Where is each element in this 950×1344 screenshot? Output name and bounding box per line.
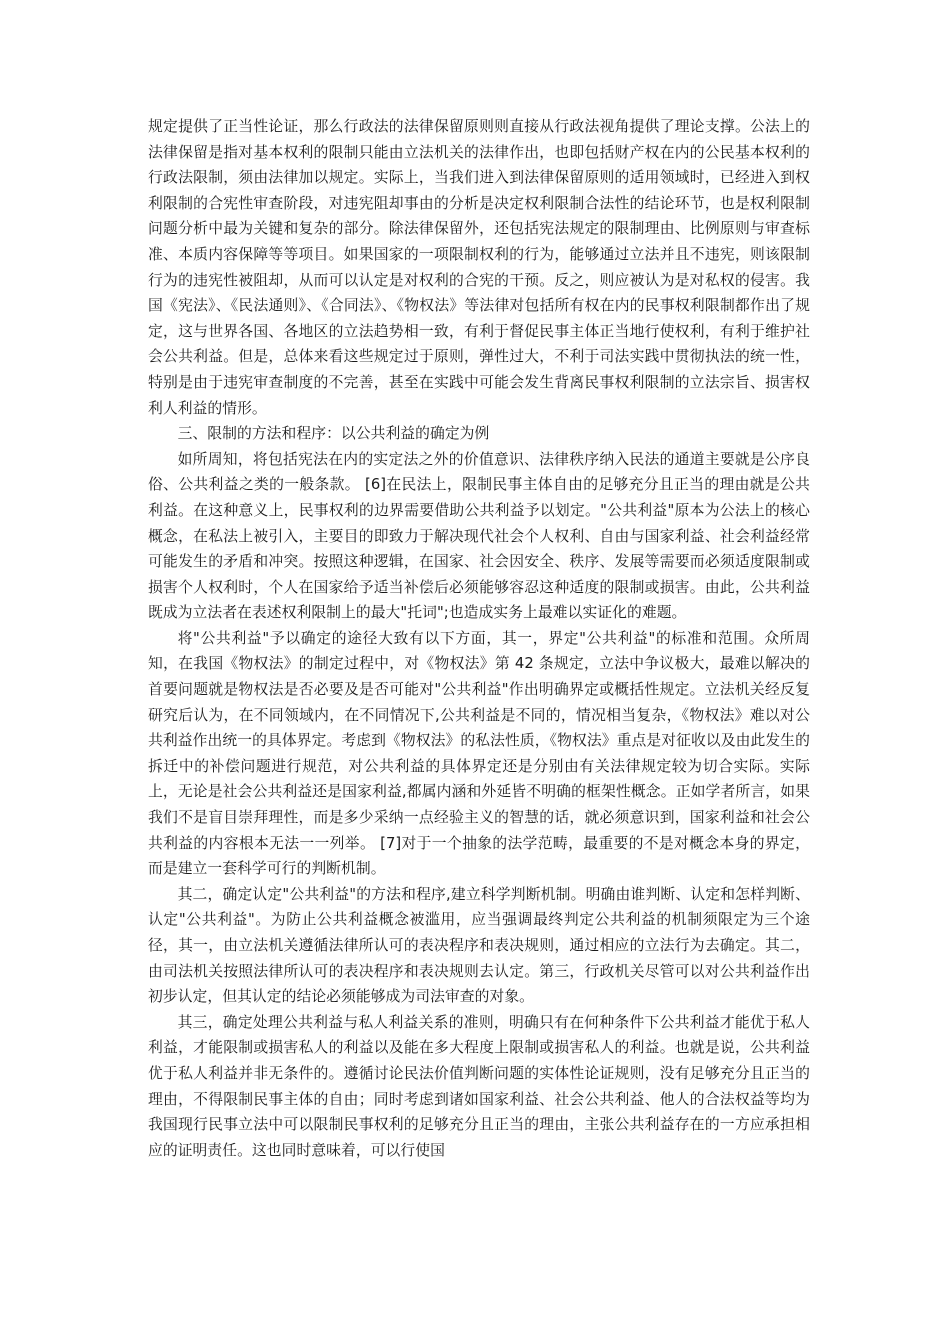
body-paragraph: 其三，确定处理公共利益与私人利益关系的准则，明确只有在何种条件下公共利益才能优于私人利益，才能限制或损害私人的利益以及能在多大程度上限制或损害私人的利益。也就是说，公共利益优于私人利益并非无条件的。遵循讨论民法价值判断问题的实体性论证规则，没有足够充分且正当的理由，不得限制民事主体的自由；同时考虑到诸如国家利益、社会公共利益、他人的合法权益等均为我国现行民事立法中可以限制民事权利的足够充分且正当的理由，主张公共利益存在的一方应承担相应的证明责任。这也同时意味着，可以行使国 — [148, 1013, 810, 1159]
section-heading: 三、限制的方法和程序：以公共利益的确定为例 — [177, 425, 490, 443]
body-paragraph: 其二，确定认定"公共利益"的方法和程序,建立科学判断机制。明确由谁判断、认定和怎样判断、认定"公共利益"。为防止公共利益概念被滥用，应当强调最终判定公共利益的机制须限定为三个途径，其一，由立法机关遵循法律所认可的表决程序和表决规则，通过相应的立法行为去确定。其二，由司法机关按照法律所认可的表决程序和表决规则去认定。第三，行政机关尽管可以对公共利益作出初步认定，但其认定的结论必须能够成为司法审查的对象。 — [148, 885, 810, 1006]
body-paragraph: 规定提供了正当性论证，那么行政法的法律保留原则则直接从行政法视角提供了理论支撑。公法上的法律保留是指对基本权利的限制只能由立法机关的法律作出，也即包括财产权在内的公民基本权利的行政法限制，须由法律加以规定。实际上，当我们进入到法律保留原则的适用领域时，已经进入到权利限制的合宪性审查阶段，对违宪阻却事由的分析是决定权利限制合法性的结论环节，也是权利限制问题分析中最为关键和复杂的部分。除法律保留外，还包括宪法规定的限制理由、比例原则与审查标准、本质内容保障等等项目。如果国家的一项限制权利的行为，能够通过立法并且不违宪，则该限制行为的违宪性被阻却，从而可以认定是对权利的合宪的干预。反之，则应被认为是对私权的侵害。我国《宪法》、《民法通则》、《合同法》、《物权法》等法律对包括所有权在内的民事权利限制都作出了规定，这与世界各国、各地区的立法趋势相一致，有利于督促民事主体正当地行使权利，有利于维护社会公共利益。但是，总体来看这些规定过于原则，弹性过大，不利于司法实践中贯彻执法的统一性，特别是由于违宪审查制度的不完善，甚至在实践中可能会发生背离民事权利限制的立法宗旨、损害权利人利益的情形。 — [148, 118, 810, 417]
body-paragraph: 如所周知，将包括宪法在内的实定法之外的价值意识、法律秩序纳入民法的通道主要就是公序良俗、公共利益之类的一般条款。 [6]在民法上，限制民事主体自由的足够充分且正当的理由就是公共利益。在这种意义上，民事权利的边界需要借助公共利益予以划定。"公共利益"原本为公法上的核心概念，在私法上被引入，主要目的即致力于解决现代社会个人权利、自由与国家利益、社会利益经常可能发生的矛盾和冲突。按照这种逻辑，在国家、社会因安全、秩序、发展等需要而必须适度限制或损害个人权利时，个人在国家给予适当补偿后必须能够容忍这种适度的限制或损害。由此，公共利益既成为立法者在表述权利限制上的最大"托词";也造成实务上最难以实证化的难题。 — [148, 450, 810, 622]
document-body — [148, 114, 810, 1163]
body-paragraph: 将"公共利益"予以确定的途径大致有以下方面，其一，界定"公共利益"的标准和范围。众所周知，在我国《物权法》的制定过程中，对《物权法》第 42 条规定，立法中争议极大，最难以解决的首要问题就是物权法是否必要及是否可能对"公共利益"作出明确界定或概括性规定。立法机关经反复研究后认为，在不同领域内，在不同情况下,公共利益是不同的，情况相当复杂，《物权法》难以对公共利益作出统一的具体界定。考虑到《物权法》的私法性质，《物权法》重点是对征收以及由此发生的拆迁中的补偿问题进行规范，对公共利益的具体界定还是分别由有关法律规定较为切合实际。实际上，无论是社会公共利益还是国家利益,都属内涵和外延皆不明确的框架性概念。正如学者所言，如果我们不是盲目崇拜理性，而是多少采纳一点经验主义的智慧的话，就必须意识到，国家利益和社会公共利益的内容根本无法一一列举。 [7]对于一个抽象的法学范畴，最重要的不是对概念本身的界定，而是建立一套科学可行的判断机制。 — [148, 629, 810, 878]
